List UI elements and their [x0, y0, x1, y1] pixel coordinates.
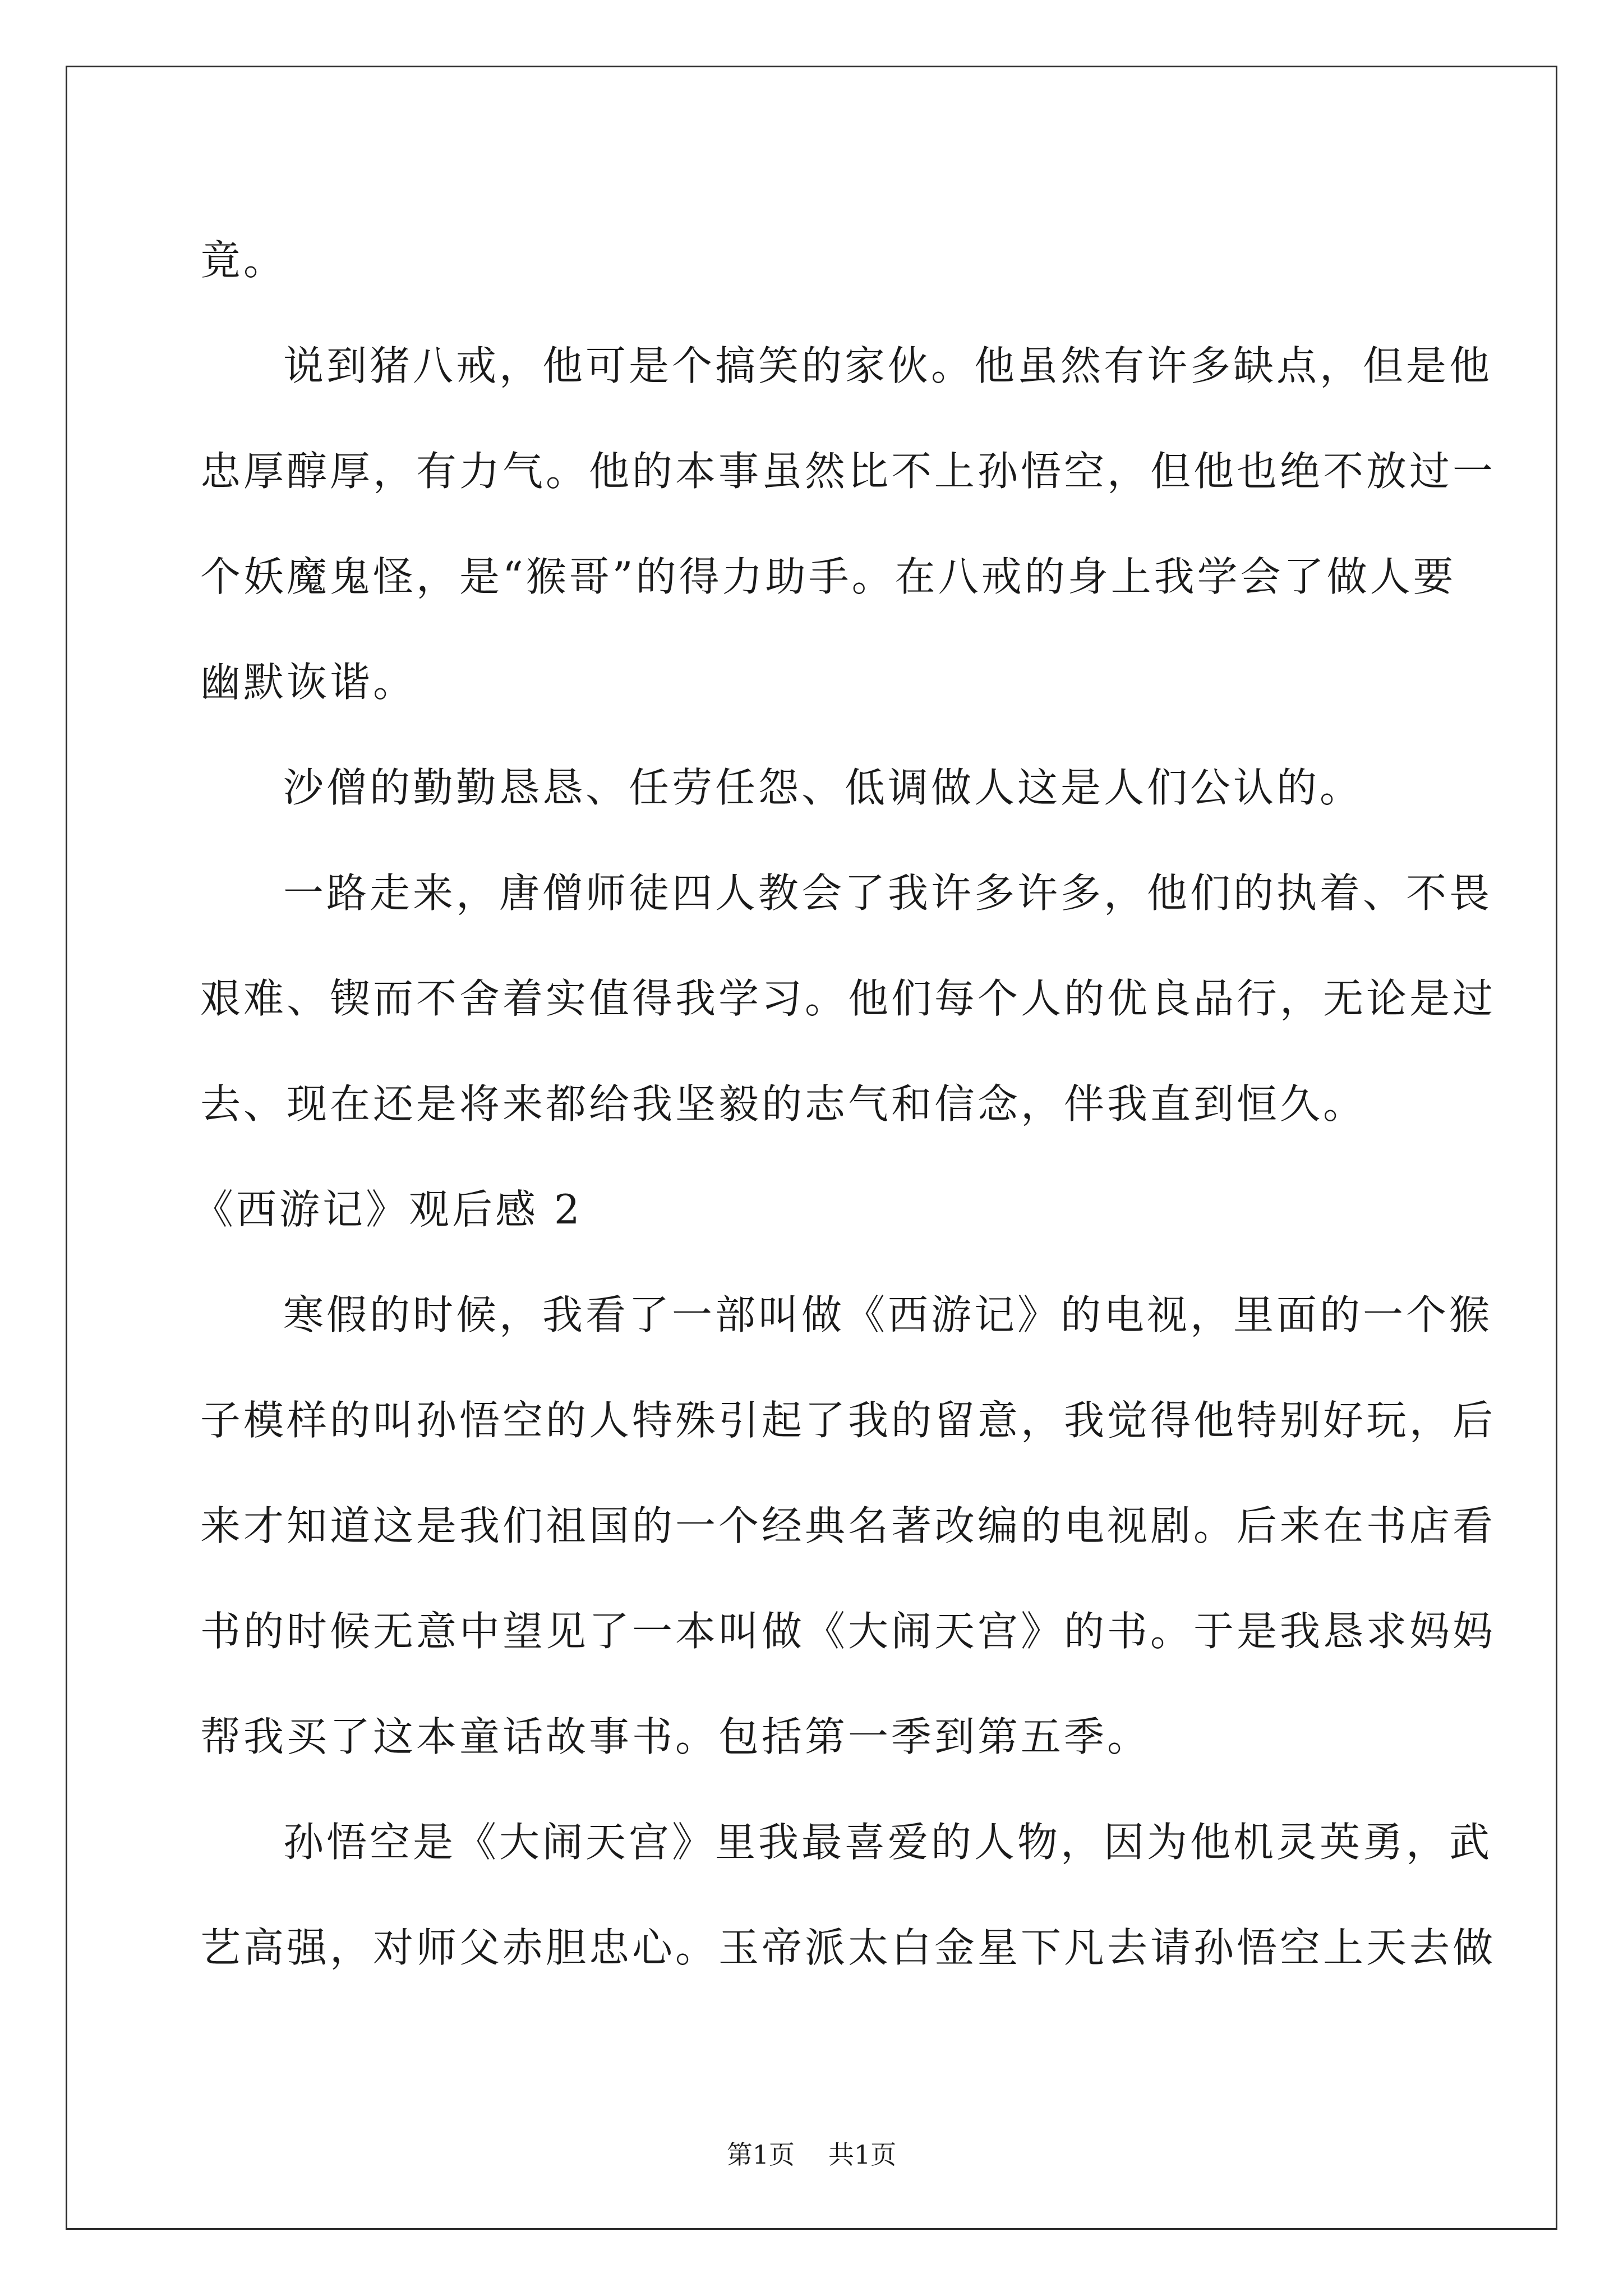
paragraph-sun-wukong: [200, 1789, 1496, 2000]
page-footer: [0, 2134, 1623, 2171]
text-line: 来才知道这是我们祖国的一个经典名著改编的电视剧。后来在书店看: [200, 1502, 1496, 1549]
text-line: 说到猪八戒，他可是个搞笑的家伙。他虽然有许多缺点，但是他: [283, 342, 1493, 389]
text-line: 幽默诙谐。: [200, 659, 417, 706]
text-line: 寒假的时候，我看了一部叫做《西游记》的电视，里面的一个猴: [283, 1291, 1493, 1338]
text-line: 艺高强，对师父赤胆忠心。玉帝派太白金星下凡去请孙悟空上天去做: [200, 1924, 1496, 1971]
page-total: 共1页: [828, 2139, 897, 2170]
text-line: 子模样的叫孙悟空的人特殊引起了我的留意，我觉得他特别好玩，后: [200, 1397, 1496, 1444]
text-line: 去、现在还是将来都给我坚毅的志气和信念，伴我直到恒久。: [200, 1080, 1367, 1128]
document-body: [193, 208, 1496, 2000]
text-line: 沙僧的勤勤恳恳、任劳任怨、低调做人这是人们公认的。: [283, 764, 1363, 811]
page-number: 第1页: [726, 2139, 795, 2170]
paragraph-continuation: [200, 208, 1434, 313]
paragraph-winter-vacation: [200, 1262, 1496, 1789]
paragraph-sha-seng: [200, 735, 1434, 840]
text-line: 竟。: [200, 237, 287, 284]
text-line: 一路走来，唐僧师徒四人教会了我许多许多，他们的执着、不畏: [283, 869, 1493, 917]
text-line: 忠厚醇厚，有力气。他的本事虽然比不上孙悟空，但他也绝不放过一: [200, 448, 1496, 495]
paragraph-zhu-bajie: [200, 313, 1496, 735]
text-line: 帮我买了这本童话故事书。包括第一季到第五季。: [200, 1713, 1151, 1760]
text-line: 艰难、锲而不舍着实值得我学习。他们每个人的优良品行，无论是过: [200, 975, 1496, 1022]
paragraph-conclusion: [200, 840, 1496, 1157]
text-line: 书的时候无意中望见了一本叫做《大闹天宫》的书。于是我恳求妈妈: [200, 1608, 1496, 1655]
text-line: 个妖魔鬼怪，是“猴哥”的得力助手。在八戒的身上我学会了做人要: [200, 553, 1456, 600]
text-line: 孙悟空是《大闹天宫》里我最喜爱的人物，因为他机灵英勇，武: [283, 1819, 1493, 1866]
section-heading: 《西游记》观后感 2: [193, 1186, 583, 1233]
